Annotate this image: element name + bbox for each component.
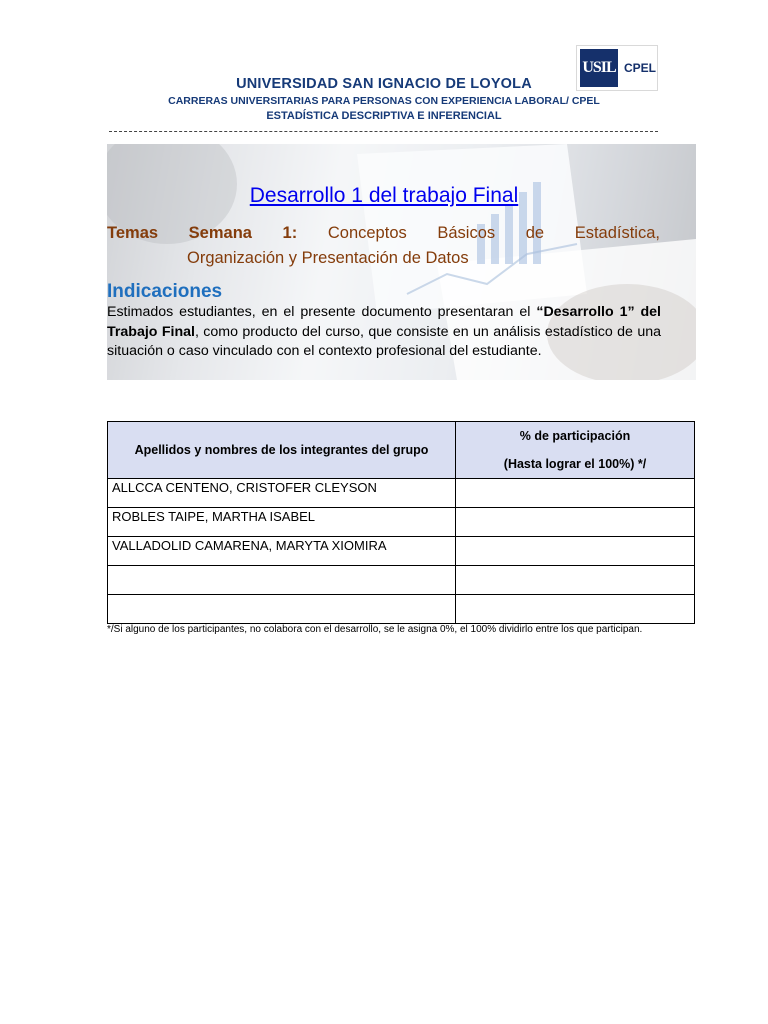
group-members-table — [107, 421, 695, 624]
table-row — [108, 566, 695, 595]
participation-cell[interactable] — [456, 595, 695, 624]
topics-line-1 — [107, 223, 660, 243]
cpel-logo-text: CPEL — [624, 61, 657, 75]
participation-column-header: % de participación (Hasta lograr el 100%) */ — [456, 422, 695, 479]
banner — [107, 144, 696, 380]
indications-heading: Indicaciones — [107, 281, 223, 302]
program-name: CARRERAS UNIVERSITARIAS PARA PERSONAS CON EXPERIENCIA LABORAL/ CPEL — [168, 95, 600, 107]
participation-cell[interactable] — [456, 508, 695, 537]
participation-cell[interactable] — [456, 479, 695, 508]
document-title[interactable]: Desarrollo 1 del trabajo Final — [249, 184, 519, 207]
course-name: ESTADÍSTICA DESCRIPTIVA E INFERENCIAL — [266, 110, 502, 122]
table-row — [108, 595, 695, 624]
member-name-cell[interactable]: VALLADOLID CAMARENA, MARYTA XIOMIRA — [108, 537, 456, 566]
university-name: UNIVERSIDAD SAN IGNACIO DE LOYOLA — [236, 76, 532, 92]
topics-label: Temas Semana 1: — [107, 224, 298, 242]
indications-paragraph: Estimados estudiantes, en el presente documento presentaran el “Desarrollo 1” del Trabajo Final, como producto del curso, que consiste en un análisis estadístico de una situación o caso vinculado con el contexto profesional del estudiante. — [107, 304, 661, 359]
member-name-cell[interactable]: ROBLES TAIPE, MARTHA ISABEL — [108, 508, 456, 537]
usil-logo-mark: USIL — [580, 49, 618, 87]
table-row — [108, 508, 695, 537]
participation-cell[interactable] — [456, 566, 695, 595]
table-row — [108, 479, 695, 508]
member-name-cell[interactable] — [108, 595, 456, 624]
participation-footnote: */Si alguno de los participantes, no colabora con el desarrollo, se le asigna 0%, el 100% dividirlo entre los que participan. — [107, 624, 643, 635]
topics-text-1: Conceptos Básicos de Estadística, — [327, 224, 660, 242]
member-name-cell[interactable]: ALLCCA CENTENO, CRISTOFER CLEYSON — [108, 479, 456, 508]
member-name-cell[interactable] — [108, 566, 456, 595]
participation-cell[interactable] — [456, 537, 695, 566]
header-divider — [109, 131, 658, 132]
table-header-row — [108, 422, 695, 479]
topics-text-2: Organización y Presentación de Datos — [187, 249, 469, 267]
table-row — [108, 537, 695, 566]
deliverable-name: “Desarrollo 1” del Trabajo Final — [107, 304, 661, 340]
members-column-header: Apellidos y nombres de los integrantes del grupo — [108, 422, 456, 479]
